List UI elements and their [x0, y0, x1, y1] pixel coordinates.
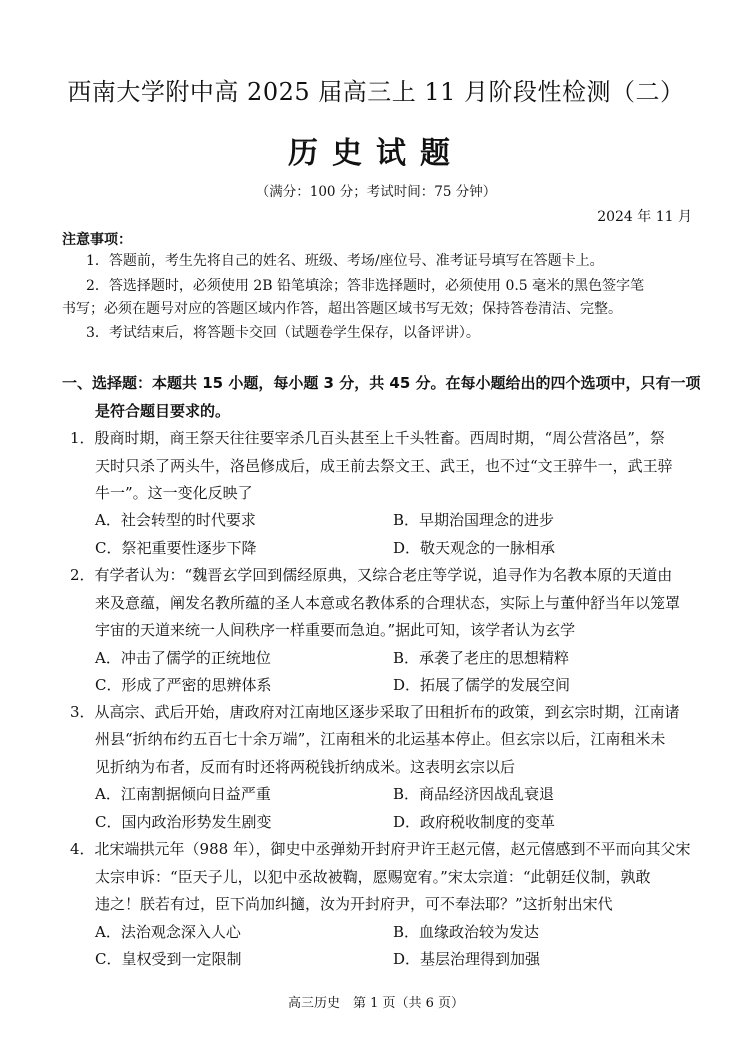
question-1-line-2: 天时只杀了两头牛，洛邑修成后，成王前去祭文王、武王，也不过“文王骍牛一，武王骍: [95, 457, 673, 475]
question-2-option-b[interactable]: B．承袭了老庄的思想精粹: [393, 649, 570, 667]
notice-line-1: 1．答题前，考生先将自己的姓名、班级、考场/座位号、准考证号填写在答题卡上。: [86, 253, 604, 269]
question-2-line-2: 来及意蕴，阐发名教所蕴的圣人本意或名教体系的合理状态，实际上与董仲舒当年以笼罩: [95, 594, 681, 612]
question-1-line-1: 1．殷商时期，商王祭天往往要宰杀几百头甚至上千头牲畜。西周时期，“周公营洛邑”，祭: [70, 429, 665, 447]
exam-date: 2024 年 11 月: [597, 209, 692, 225]
notice-heading: 注意事项：: [62, 232, 132, 248]
question-4-line-1: 4．北宋端拱元年（988 年），御史中丞弹劾开封府尹许王赵元僖，赵元僖感到不平而向其父宋: [70, 840, 691, 858]
question-1-option-d[interactable]: D．敬天观念的一脉相承: [393, 539, 556, 557]
question-2-option-a[interactable]: A．冲击了儒学的正统地位: [95, 649, 271, 667]
question-1-line-3: 牛一”。这一变化反映了: [95, 484, 253, 502]
question-2-option-d[interactable]: D．拓展了儒学的发展空间: [393, 676, 571, 694]
question-3-line-1: 3．从高宗、武后开始，唐政府对江南地区逐步采取了田租折布的政策，到玄宗时期，江南诸: [70, 703, 680, 721]
question-4-line-3: 违之！朕若有过，臣下尚加纠擿，汝为开封府尹，可不奉法耶？”这折射出宋代: [95, 895, 613, 913]
question-3-line-3: 见折纳为布者，反而有时还将两税钱折纳成米。这表明玄宗以后: [95, 758, 516, 776]
question-3-option-b[interactable]: B．商品经济因战乱衰退: [393, 785, 555, 803]
question-2-line-1: 2．有学者认为：“魏晋玄学回到儒经原典，又综合老庄等学说，追寻作为名教本原的天道由: [70, 566, 673, 584]
question-3-option-d[interactable]: D．政府税收制度的变革: [393, 813, 556, 831]
question-1-option-c[interactable]: C．祭祀重要性逐步下降: [95, 539, 257, 557]
question-1-option-a[interactable]: A．社会转型的时代要求: [95, 511, 256, 529]
section-heading-line-1: 一、选择题：本题共 15 小题，每小题 3 分，共 45 分。在每小题给出的四个选项中，只有一项: [62, 374, 701, 392]
notice-line-2: 2．答选择题时，必须使用 2B 铅笔填涂；答非选择题时，必须使用 0.5 毫米的黑色签字笔: [86, 278, 645, 294]
notice-line-3: 书写；必须在题号对应的答题区域内作答，超出答题区域书写无效；保持答卷清洁、完整。: [62, 301, 622, 317]
question-3-option-a[interactable]: A．江南割据倾向日益严重: [95, 785, 271, 803]
question-4-option-b[interactable]: B．血缘政治较为发达: [393, 923, 540, 941]
exam-title: 西南大学附中高 2025 届高三上 11 月阶段性检测（二）: [67, 78, 685, 106]
section-heading-line-2: 是符合题目要求的。: [95, 402, 231, 420]
subject-title: 历史试题: [288, 136, 464, 171]
question-4-option-a[interactable]: A．法治观念深入人心: [95, 923, 241, 941]
question-1-option-b[interactable]: B．早期治国理念的进步: [393, 511, 555, 529]
question-4-option-d[interactable]: D．基层治理得到加强: [393, 950, 541, 968]
page-footer: 高三历史 第 1 页（共 6 页）: [287, 996, 465, 1011]
question-4-option-c[interactable]: C．皇权受到一定限制: [95, 950, 242, 968]
exam-meta: （满分：100 分；考试时间：75 分钟）: [255, 184, 497, 200]
question-4-line-2: 太宗申诉：“臣天子儿，以犯中丞故被鞫，愿赐宽宥。”宋太宗道：“此朝廷仪制，孰敢: [95, 868, 651, 886]
question-3-option-c[interactable]: C．国内政治形势发生剧变: [95, 813, 272, 831]
question-3-line-2: 州县“折纳布约五百七十余万端”，江南租米的北运基本停止。但玄宗以后，江南租米未: [95, 730, 666, 748]
notice-line-4: 3．考试结束后，将答题卡交回（试题卷学生保存，以备评讲）。: [86, 325, 480, 341]
question-2-line-3: 宇宙的天道来统一人间秩序一样重要而急迫。”据此可知，该学者认为玄学: [95, 621, 576, 639]
question-2-option-c[interactable]: C．形成了严密的思辨体系: [95, 676, 272, 694]
